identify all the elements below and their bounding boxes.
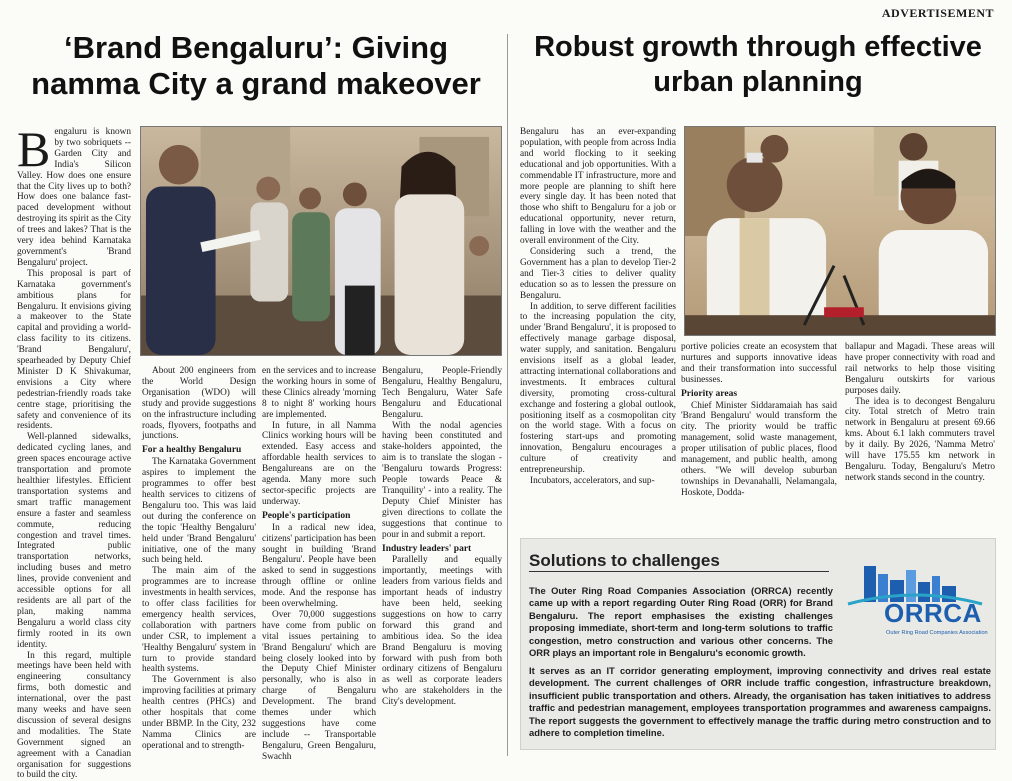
orrca-logo [842, 560, 988, 650]
left-col3-p2: In future, in all Namma Clinics working hours will be extended. Easy access and affordable health services to Bengalureans are on the agenda. Many more such sector-specific projects are underway. [262, 421, 376, 508]
dropcap: B [17, 128, 50, 170]
solutions-intro: The Outer Ring Road Companies Association (ORRCA) recently came up with a report regarding Outer Ring Road (ORR) for Brand Bengaluru. The report emphasises the existing challenges proposing immediate, short-term and long-term solutions to traffic congestion, metro construction and various other concerns. The ORR plays an important role in Bengaluru's economic growth. [529, 585, 833, 663]
left-col2-p4: The Government is also improving facilities at primary health centres (PHCs) and other hospitals that come under BBMP. In the City, 232 Namma Clinics are operational and to strength- [142, 675, 256, 751]
solutions-title-rule [529, 571, 829, 572]
left-col1-p2: This proposal is part of Karnataka government's ambitious plans for Bengaluru. It envisions giving a makeover to the State capital and providing a world-class facility to its citizens. 'Brand Bengaluru', spearheaded by Deputy Chief Minister D K Shivakumar, envisions a City where pedestrian-friendly roads take centre stage, prioritising the safety and convenience of its residents. [17, 269, 131, 433]
left-col2-p3: The main aim of the programmes are to increase investments in health services, to offer class facilities for emergency health services, collaboration with partners under CSR, to implement a 'Healthy Bengaluru' system in turn to provide standard health systems. [142, 566, 256, 675]
right-article-col2 [681, 342, 837, 502]
right-col3-p2: The idea is to decongest Bengaluru city. Total stretch of Metro train network in Bengaluru at present 69.66 kms. About 6.1 lakh commuters travel by it daily. By 2026, 'Namma Metro' will have 175.55 km network in Bengaluru. Today, Bengaluru's Metro network stands second in the country. [845, 397, 995, 484]
left-col1-p3: Well-planned sidewalks, dedicated cycling lanes, and green spaces encourage active transportation and promote healthier lifestyles. Efficient transportation systems and smart traffic management ensure a faster and seamless commute, reducing congestion and travel times. Integrated public transportation networks, including buses and metro lines, provide convenient and accessible options for all residents are all part of the plan, making namma Bengaluru a world class city firmly rooted in its own identity. [17, 432, 131, 650]
left-col4-p3: Parallelly and equally importantly, meetings with leaders from various fields and important heads of industry have been held, seeking suggestions on how to carry forward this grand and ambitious idea. So the idea Brand Bengaluru is moving forward with push from both ordinary citizens of Bengaluru as well as corporate leaders who are stakeholders in the City's development. [382, 555, 502, 708]
right-col1-p1: Bengaluru has an ever-expanding population, with people from across India and world flocking to it seeking educational and job opportunities. With a commendable IT infrastructure, more and more people are planning to shift here every single day. It has been noted that those who shift to Bengaluru for a job or educational opportunity, never return, falling in love with the weather and the overall environment of the City. [520, 127, 676, 247]
photo-cm-dcm-image [685, 127, 995, 335]
left-col3-p1: en the services and to increase the working hours in some of these Clinics already 'morning 8 to night 8' working hours are implemented. [262, 366, 376, 421]
right-article-col3 [845, 342, 995, 502]
advertisement-label: ADVERTISEMENT [882, 6, 994, 21]
left-article-col2 [142, 366, 256, 755]
right-col3-p1: ballapur and Magadi. These areas will have proper connectivity with road and rail networks to help those visiting Bengaluru outskirts for various purposes daily. [845, 342, 995, 397]
right-col2-p1: portive policies create an ecosystem that nurtures and supports innovative ideas and their transformation into successful businesses. [681, 342, 837, 386]
photo-cm-dcm [684, 126, 996, 336]
left-col1-p1: engaluru is known by two sobriquets -- Garden City and India's Silicon Valley. How does one ensure that the City lives up to both? How does one balance fast-paced development without destroying its spirit as the City of trees and lakes? That is the very idea behind Karnataka government's 'Brand Bengaluru' project. [17, 127, 131, 268]
left-col2-p1: About 200 engineers from the World Design Organisation (WDO) will study and provide suggestions on the infrastructure including roads, flyovers, footpaths and junctions. [142, 366, 256, 442]
right-col1-p4: Incubators, accelerators, and sup- [520, 476, 676, 487]
right-headline: Robust growth through effective urban planning [514, 30, 1002, 100]
left-col4-p2: With the nodal agencies having been constituted and stake-holders appointed, the aim is to translate the slogan - 'Bengaluru towards Progress: People towards Peace & Tranquility' - into a reality. The Deputy Chief Minister has given directions to collate the suggestions that continue to pour in and submit a report. [382, 421, 502, 541]
solutions-body: It serves as an IT corridor generating employment, improving connectivity and drives real estate development. The current challenges of ORR include traffic congestion, infrastructure breakdown, insufficient public transportation and others. Already, the organisation has taken initiatives to address traffic and pedestrian management, employees transportation programmes and awareness campaigns. The report suggests the government to effectively manage the traffic during metro construction and to adhere to completion timeline. [529, 665, 991, 749]
left-col4-p1: Bengaluru, People-Friendly Bengaluru, Healthy Bengaluru, Tech Bengaluru, Water Safe Bengaluru and Educational Bengaluru. [382, 366, 502, 421]
column-divider [507, 34, 508, 756]
photo-leaders-meeting-image [141, 127, 501, 355]
left-col3-p3: In a radical new idea, citizens' participation has been sought in building 'Brand Bengaluru'. People have been asked to send in suggestions through offline or online mode. And the response has been overwhelming. [262, 523, 376, 610]
right-col1-p2: Considering such a trend, the Government has a plan to develop Tier-2 and Tier-3 cities to deliver quality education so as to lessen the pressure on Bengaluru. [520, 247, 676, 302]
left-col3-p4: Over 70,000 suggestions have come from public on vital issues pertaining to 'Brand Bengaluru' which are being closely looked into by the Deputy Chief Minister personally, who is also in charge of Bengaluru Development. The brand themes under which suggestions have come include -- Transportable Bengaluru, Green Bengaluru, Swachh [262, 610, 376, 763]
left-col2-p2: The Karnataka Government aspires to implement the programmes to offer best health services to citizens of Bengaluru too. This was laid out during the conference on the topic 'Healthy Bengaluru' held under 'Brand Bengaluru' initiative, one of the many such being held. [142, 457, 256, 566]
left-article-col3 [262, 366, 376, 755]
heading-healthy-bengaluru: For a healthy Bengaluru [142, 445, 256, 456]
solutions-title: Solutions to challenges [529, 551, 720, 571]
right-col1-p3: In addition, to serve different facilities to the increasing population the city, under 'Brand Bengaluru', it is proposed to effectively manage garbage disposal, water supply, and sanitation. Bengaluru envisions itself as a global leader, attracting international collaborations and investments. It embraces cultural diversity, promoting cross-cultural exchange and fostering a global outlook, positioning itself as a cosmopolitan city on the world stage. With a focus on fostering start-ups and promoting innovation, Bengaluru encourages a culture of creativity and entrepreneurship. [520, 302, 676, 477]
heading-priority-areas: Priority areas [681, 389, 837, 400]
orrca-logo-subtitle: Outer Ring Road Companies Association [886, 630, 988, 636]
photo-leaders-meeting [140, 126, 502, 356]
left-article-col1 [17, 127, 131, 755]
right-article-col1 [520, 127, 676, 507]
orrca-logo-text: ORRCA [884, 598, 982, 629]
heading-peoples-participation: People's participation [262, 511, 376, 522]
heading-industry-leaders: Industry leaders' part [382, 544, 502, 555]
left-article-col4 [382, 366, 502, 755]
right-col2-p2: Chief Minister Siddaramaiah has said 'Brand Bengaluru' would transform the city. The priority would be traffic management, solid waste management, proper utilisation of public places, flood management, and public health, among others. "We will develop suburban townships in Devanahalli, Nelamangala, Hoskote, Dodda- [681, 401, 837, 499]
left-headline: ‘Brand Bengaluru’: Giving namma City a grand makeover [10, 30, 502, 102]
left-col1-p4: In this regard, multiple meetings have been held with engineering consultancy firms, both domestic and international, over the past many weeks and have seen discussion of several designs and modalities. The State Government signed an agreement with a Canadian organisation for suggestions to build the city. [17, 651, 131, 781]
